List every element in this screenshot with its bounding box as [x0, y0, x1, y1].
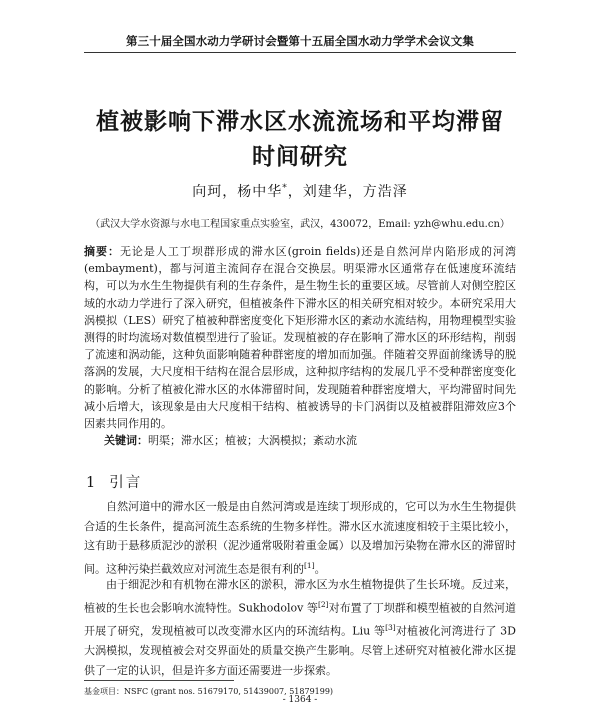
paper-title-line-2: 时间研究 — [252, 144, 348, 170]
affiliation: （武汉大学水资源与水电工程国家重点实验室，武汉，430072，Email: yzh@whu.edu.cn） — [90, 219, 510, 230]
funding-footnote: 基金项目：NSFC (grant nos. 51679170, 51439007, 51879199) — [84, 687, 334, 696]
abstract — [84, 243, 516, 432]
running-head: 第三十届全国水动力学研讨会暨第十五届全国水动力学学术会议文集 — [126, 34, 474, 48]
body-paragraph-2 — [84, 575, 516, 680]
keywords — [104, 432, 516, 448]
footnote-rule — [84, 680, 234, 681]
citation-ref: [1] — [304, 560, 315, 570]
p2-text-a: 由于细泥沙和有机物在滞水区的淤积，滞水区为水生植物提供了生长环境。反过来，植被的生长也会影响水流特性。Sukhodolov 等 — [84, 578, 516, 615]
p1-text: 自然河道中的滞水区一般是由自然河湾或是连续丁坝形成的，它可以为水生生物提供合适的生长条件，提高河流生态系统的生物多样性。滞水区水流速度相较于主渠比较小，这有助于悬移质泥沙的淤积（泥沙通常吸附着重金属）以及增加污染物在滞水区的滞留时间。这种污染拦截效应对河流生态是很有利的 — [84, 500, 516, 576]
page-number: - 1364 - — [282, 695, 318, 705]
p2-text-b: 对布置了丁坝群和模型植被的自然河道开展了研究，发现植被可以改变滞水区内的环流结构。Liu 等 — [84, 601, 517, 638]
author-list — [0, 181, 600, 201]
abstract-text: 无论是人工丁坝群形成的滞水区(groin fields)还是自然河岸内陷形成的河湾(embayment)，都与河道主流间存在混合交换层。明渠滞水区通常存在低速度环流结构，可以为水生生物提供有利的生存条件，是生物生长的重要区域。尽管前人对侧空腔区域的水动力学进行了深入研究，但植被条件下滞水区的相关研究相对较少。本研究采用大涡模拟（LES）研究了植被种群密度变化下矩形滞水区的紊动水流结构，用物理模型实验测得的时均流场对数值模型进行了验证。发现植被的存在影响了滞水区的环形结构，削弱了流速和涡动能，这种负面影响随着种群密度的增加而加强。伴随着交界面前缘诱导的脱落涡的发展，大尺度相干结构在混合层形成，这种拟序结构的发展几乎不受种群密度变化的影响。分析了植被化滞水区的水体滞留时间，发现随着种群密度增大，平均滞留时间先减小后增大，该现象是由大尺度相干结构、植被诱导的卡门涡街以及植被群阻滞效应3个因素共同作用的。 — [84, 245, 516, 431]
section-heading — [86, 471, 142, 492]
authors-first: 向珂，杨中华 — [192, 184, 283, 200]
paper-title-line-1: 植被影响下滞水区水流流场和平均滞留 — [96, 109, 504, 135]
p2-text-c: 对植被化河湾进行了 3D 大涡模拟，发现植被会对交界面处的质量交换产生影响。尽管上述研究对植被化滞水区提供了一定的认识，但是许多方面还需要进一步探索。 — [84, 624, 516, 677]
citation-ref: [2] — [317, 599, 329, 609]
header-rule — [84, 52, 516, 53]
corresponding-author-mark: * — [282, 183, 288, 194]
authors-rest: ，刘建华，方浩泽 — [287, 184, 408, 200]
keywords-label: 关键词： — [104, 434, 148, 447]
body-paragraph-1 — [84, 497, 516, 579]
section-title: 引言 — [109, 475, 143, 491]
p1-end: 。 — [314, 562, 326, 576]
abstract-label: 摘要： — [84, 245, 120, 258]
citation-ref: [3] — [385, 622, 396, 632]
section-number: 1 — [86, 475, 98, 491]
keywords-text: 明渠；滞水区；植被；大涡模拟；紊动水流 — [148, 434, 357, 447]
